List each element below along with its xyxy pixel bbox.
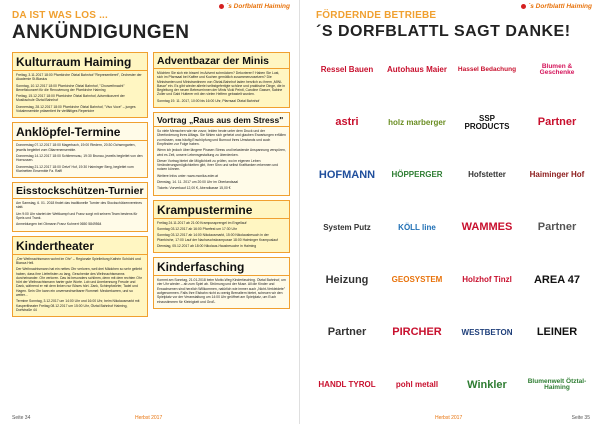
sponsor-logo xyxy=(526,208,588,248)
kindertheater-para: Der Weihnachtsmann hat ein nettes Ohr verloren, weil drei Mädchen so sehr geliebt haben, dass ihre Lieferlisten zu lang, Geschenke des Weihnachtsmanns durcheinander. Ohr verloren. Das ist besonders schlimm, denn mit dem rechten Ohr hört der Weihnachtsmann harter gute Worte. Lob und Anerkennung Freude und Dank, während er mit dem linken nur Böses hört. Zank, Schimpfwörter, Tadel und Hagen. Sein Ohr kann ein unverwechselbarer Rommel: Meckerkarren, und so weiter... xyxy=(16,267,142,298)
left-column xyxy=(12,52,148,321)
sponsor-logo xyxy=(386,365,448,405)
adventbazar-box xyxy=(153,52,290,108)
sponsor-name: pohl metall xyxy=(395,380,439,389)
krampus-para: Dienstag, 05.12.2017 ab 18:00 Nikolaus-Hausbesuche in Haiming xyxy=(157,243,257,248)
left-brand-text: ´s Dorfblattl Haiming xyxy=(226,3,290,10)
kulturraum-para: Donnerstag, 28.12.2017 18:00 Pfarrkirche Ötztal Bahnhof, "Vivo Voce" – junges Vokalensemble präsentiert ihr vielfältiges Repertoire xyxy=(16,104,136,114)
sponsor-logo xyxy=(316,260,378,300)
sponsor-logo xyxy=(456,155,518,195)
krampus-box xyxy=(153,200,290,253)
kinderfasching-heading: Kinderfasching xyxy=(154,258,289,276)
anklopfel-body xyxy=(13,141,147,177)
vortrag-para: Dienstag, 14. 11. 2017 um 20:00 Uhr im Oberlandsaal xyxy=(157,180,238,185)
sponsor-logo xyxy=(386,208,448,248)
sponsor-name: Blumen & Geschenke xyxy=(539,62,575,76)
sponsor-name: Winkler xyxy=(467,378,507,391)
vortrag-box xyxy=(153,112,290,196)
vortrag-para: Tickets: Vorverkauf 12,00 €, Abendkasse 15,00 € xyxy=(157,186,231,191)
adventbazar-heading: Adventbazar der Minis xyxy=(154,53,289,69)
sponsor-name: Holzhof Tinzl xyxy=(462,275,512,284)
sponsor-name: SSP PRODUCTS xyxy=(464,113,510,131)
sponsor-name: Ressel Bauen xyxy=(320,65,374,74)
sponsor-logo xyxy=(386,103,448,143)
anklopfel-para: Donnerstag 21.12.2017 18:00 Oetzt' Hof, 19:30 Haiminger Berg, begleitet vom Klarinetten Ensemble Fa. Raffl xyxy=(16,164,134,173)
left-page-number: Seite 34 xyxy=(12,415,31,421)
sponsor-name: KÖLL line xyxy=(398,222,436,232)
sponsor-logo xyxy=(316,313,378,353)
sponsor-logo xyxy=(316,365,378,405)
sponsor-logo xyxy=(526,155,588,195)
right-kicker: FÖRDERNDE BETRIEBE xyxy=(316,10,437,21)
adventbazar-para: Sonntag 19. 11. 2017, 10:00 bis 16:00 Uhr, Pfarrsaal Ötztal Bahnhof xyxy=(157,98,260,103)
sponsor-name: LEINER xyxy=(536,326,578,338)
sponsor-logo xyxy=(456,260,518,300)
sponsor-name: Blumenwelt Ötztal-Haiming xyxy=(527,377,587,391)
sponsor-name: Heizung xyxy=(325,273,369,286)
anklopfel-para: Donnerstag 14.12.2017 18:00 Schlierenzau, 19:30 Brunau, jeweils begleitet von den Hornussen. xyxy=(16,153,143,163)
right-page-title: ´S DORFBLATTL SAGT DANKE! xyxy=(316,23,571,40)
vortrag-heading: Vortrag „Raus aus dem Stress" xyxy=(154,113,289,127)
kulturraum-body xyxy=(13,71,147,117)
anklopfel-box xyxy=(12,122,148,178)
sponsor-name: PIRCHER xyxy=(392,326,442,338)
sponsor-name: System Putz xyxy=(323,222,371,232)
kinderfasching-body xyxy=(154,276,289,308)
eisstock-para: Anmeldungen bei Obmann Franz Kuhnert 0650 5849564 xyxy=(16,222,102,227)
vortrag-body xyxy=(154,127,289,195)
kindertheater-heading: Kindertheater xyxy=(13,237,147,255)
left-page-second-column xyxy=(153,52,290,313)
sponsor-name: Haiminger Hof xyxy=(529,170,585,179)
sponsor-logo xyxy=(456,313,518,353)
kulturraum-para: Freitag, 3.11.2017 18:00 Pfarrkirche Ötztal Bahnhof "Representieret", Orchester der Akademie St.Blasius xyxy=(16,73,142,82)
left-brand xyxy=(219,3,290,10)
sponsor-logo xyxy=(456,365,518,405)
sponsor-logo xyxy=(386,313,448,353)
sponsor-name: GEOSYSTEM xyxy=(391,275,443,284)
adventbazar-body xyxy=(154,69,289,107)
sponsor-name: Partner xyxy=(537,116,577,128)
eisstock-para: Am Samstag, 6. 01. 2018 findet das traditionelle Turnier des Stockschützenvereines statt. xyxy=(16,201,142,210)
sponsor-name: HÖPPERGER xyxy=(391,170,443,179)
sponsor-logo xyxy=(316,208,378,248)
kindertheater-para: Termine Sonntag, 3.12.2017 um 14:00 Uhr und 16:00 Uhr, beim Nikolausmarkt mit Kasperltheater Freitag 08.12.2017 um 15:00 Uhr, Ötztal Bahnhof Haiming, Dorfstraße 44 xyxy=(16,299,140,312)
adventbazar-para: Möchten Sie sich ein bisserl im Advent schmücken? Dekorieren? Haben Sie Lust, sich im Pfarrsaal bei Kaffee und Kuchen gemütlich zusammenzusetzen? Die Ministranten und Ministrantinnen von Ötztal-Bahnhof laden herzlich zu ihrem „MINI-Basar" ein. Es gibt wieder allerlei selbstgefertigte schöne und praktische Dinge, die in Begleitung der neuen Betreuerinnen der Minis Vicki Peintl, Caroline Gasser, Sabine Zoller und Gabi Hutterer mit den vielen Helfern gebastelt wurden. xyxy=(157,71,286,97)
left-footer-season: Herbst 2017 xyxy=(135,415,163,421)
sponsor-logo xyxy=(526,103,588,143)
brand-dot-icon xyxy=(219,4,224,9)
eisstock-heading: Eisstockschützen-Turnier xyxy=(13,183,147,199)
kinderfasching-para: Kommt am Sonntag, 21.01.2018 beim Motto-Weg Kinderfasching. Ötztal Bahnhof, um vier Uhr wieder – ab zum Spiel ab. Strömung und der Muse. All die Kinder und Erwachsenen sind herzlich Willkommen, natürlich wie immer auch „Nicht-Verkleidete" aufgenommen. Falls Ihre Eisbahn nicht zu wenig Brenaltern bietet, scheuen wir den Spielplatz vor der Veranstaltung um 14:00 Uhr geöffnet am Spielplatz, um Euch einzustimmen für Kleinigkeit und Groß. xyxy=(157,278,286,304)
sponsor-logo xyxy=(456,103,518,143)
kulturraum-para: Freitag, 15.12.2017 18:00 Pfarrkirche Ötztal Bahnhof, Adventkonzert der Musikschule Ötztal Bahnhof xyxy=(16,94,125,103)
krampus-body xyxy=(154,219,289,252)
anklopfel-para: Donnerstag 07.12.2017 18:00 Magerbach, 19:00 Riedern, 20:30 Ochsengarten, jeweils begleitet vom Gitarrenensemble. xyxy=(16,143,136,152)
vortrag-para: Dieser Vortrag bietet die Möglichkeit zu prüfen, wo im eigenen Leben Veränderungsmöglichkeiten gibt, ihrer Sinn und selbst Krafttanken erkennen und nutzen können. xyxy=(157,158,279,172)
kulturraum-box xyxy=(12,52,148,118)
krampus-para: Freitag 24.11.2017 ab 21:00 Krampussprengel im Engellauf xyxy=(157,220,247,225)
right-footer-season: Herbst 2017 xyxy=(435,415,463,421)
eisstock-box xyxy=(12,182,148,231)
sponsor-logo xyxy=(386,260,448,300)
right-page-number: Seite 35 xyxy=(571,415,590,421)
sponsor-name: Partner xyxy=(537,221,577,233)
sponsor-name: Autohaus Maier xyxy=(386,65,447,74)
sponsor-logo xyxy=(386,155,448,195)
left-kicker: DA IST WAS LOS ... xyxy=(12,10,109,21)
sponsor-logo xyxy=(526,365,588,405)
krampus-para: Sonntag 03.12.2017 ab 16:00 Pfarrfest um 17:30 Uhr xyxy=(157,226,237,231)
right-brand xyxy=(521,3,592,10)
sponsor-name: WAMMES xyxy=(461,221,513,233)
sponsor-logo xyxy=(526,313,588,353)
sponsor-name: HANDL TYROL xyxy=(318,380,376,389)
sponsor-name: Partner xyxy=(327,326,367,338)
sponsor-logo xyxy=(316,155,378,195)
sponsor-name: holz marberger xyxy=(388,117,446,127)
sponsor-name: HOFMANN xyxy=(318,168,376,181)
krampus-para: Sonntag 03.12.2017 ab 14:00 Nikolausmarkt, 15:00 Nikolausbesuch in der Pfarrkirche, 17:00 Lauf der Nachwuchskrampusse 18:00 Haiminger Krampuslauf xyxy=(157,233,278,242)
sponsor-name: WESTBETON xyxy=(461,327,513,337)
eisstock-para: Um 9:00 Uhr startet der Wettkampf und Franz sorgt mit seinem Team bestens für Speis und Trank. xyxy=(16,211,138,221)
right-brand-text: ´s Dorfblattl Haiming xyxy=(528,3,592,10)
brand-dot-icon xyxy=(521,4,526,9)
kulturraum-para: Sonntag, 10.12.2017 18:00 Pfarrkirche Ötztal Bahnhof, "Chorweihnacht" Benefizkonzert für die Renovierung der Pfarrkirche Haiming xyxy=(16,83,125,92)
kinderfasching-box xyxy=(153,257,290,309)
left-page-title: ANKÜNDIGUNGEN xyxy=(12,22,190,43)
sponsor-logo xyxy=(316,103,378,143)
vortrag-para: So viele Menschen wie nie zuvor, leiden heute unter dem Druck und der Überforderung ihres Alltags. Sie fühlen sich gehetzt und glauben Erwartungen erfüllen zu müssen, was häufig Erschöpfung und Burnout ihres Umstands und auch Empfinden zur Folge haben. xyxy=(157,129,286,146)
vortrag-para: Weitere Infos unter: www.monika-eder.at xyxy=(157,173,218,178)
krampus-heading: Krampustermine xyxy=(154,201,289,219)
sponsor-logo xyxy=(386,50,448,90)
kindertheater-box xyxy=(12,236,148,318)
kindertheater-body xyxy=(13,255,147,317)
sponsor-name: AREA 47 xyxy=(533,273,581,286)
anklopfel-heading: Anklöpfel-Termine xyxy=(13,123,147,141)
vortrag-para: Wenn ich jedoch über längere Phasen Stress und belastende Anspannung verspüren, wird es Zeit, unsere Lebensgestaltung zu überdenken. xyxy=(157,148,286,157)
kulturraum-heading: Kulturraum Haiming xyxy=(13,53,147,71)
sponsor-name: Hassel Bedachung xyxy=(457,65,517,73)
sponsor-logo xyxy=(456,50,518,90)
sponsor-name: astri xyxy=(335,116,359,128)
sponsor-logo xyxy=(526,50,588,90)
kindertheater-para: „Der Weihnachtsmann wohnt im Ohr" – Regionale Spielleitung Kathrin Schöchl und Bianca Hell. xyxy=(16,256,141,265)
sponsor-logo xyxy=(526,260,588,300)
sponsor-name: Hofstetter xyxy=(468,170,506,179)
sponsor-logo xyxy=(316,50,378,90)
sponsor-logo xyxy=(456,208,518,248)
eisstock-body xyxy=(13,199,147,230)
